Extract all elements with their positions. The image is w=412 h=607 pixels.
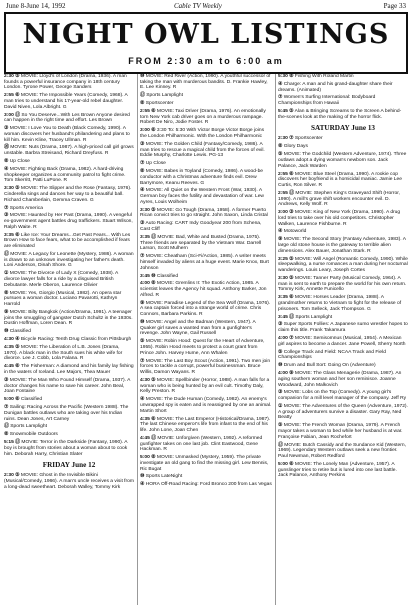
channel-number-icon: ⑨ — [140, 300, 145, 306]
listing-text: Sportscenter — [145, 101, 174, 107]
listing-text: Motoworld — [283, 229, 307, 235]
listing-entry — [278, 109, 408, 120]
channel-number-icon: ⑥ — [15, 397, 20, 403]
listing-text: Alan & Bringing Screams to the Screen A behind-the-scenes look at the making of the horror flick. — [278, 109, 402, 120]
channel-number-icon: ④ — [140, 188, 145, 194]
listing-text: Charge: A man and his grand-daughter share their dreams. (Animated) — [278, 81, 393, 93]
listing-time: 3:45 — [140, 273, 152, 279]
listings-banner — [4, 12, 408, 74]
channel-number-icon: ① — [278, 403, 283, 409]
listing-time: 2:30 — [4, 473, 16, 479]
channel-number-icon: ⑥ — [289, 461, 294, 467]
channel-number-icon: ⑥ — [151, 416, 156, 422]
listing-text: HORA Off-Road Racing: Ford Bronco 200 from Las Vegas — [145, 482, 272, 488]
listing-time: 4:35 — [140, 416, 152, 422]
listing-time: 5:00 — [4, 397, 16, 403]
listing-text: MOVIE: Robin Hood: Quest for the Heart of Adventure, 1955). Robin Hood meets to protect a court grant from Prince John. Harvey Hume, Ann Whalen — [140, 339, 265, 356]
channel-number-icon: ③ — [289, 210, 294, 216]
channel-number-icon: ⑩ — [140, 320, 145, 326]
channel-number-icon: ④ — [140, 482, 145, 488]
channel-number-icon: ⑤ — [151, 207, 156, 213]
channel-number-icon: ⑧ — [278, 144, 283, 150]
listing-text: Sports America — [9, 205, 43, 211]
listing-entry — [140, 188, 272, 205]
listing-text: MOVIE: The Dude Human (Comedy, 1982). An enemy's unwrapped spy is eaten and is reassigned by one an animal. Martin Short — [140, 397, 272, 414]
channel-number-icon: ⑦ — [4, 405, 9, 411]
channel-number-icon: ⑦ — [289, 336, 294, 342]
listing-text: MOVIE: The Divorce of Lady X (Comedy, 1938). A divorce lawyer falls for a ride by a disguised British Debutante. Merle Oberon, Laurence Olivier — [4, 271, 119, 288]
listing-entry — [140, 74, 272, 91]
listing-text: Classified — [156, 273, 179, 279]
listing-entry — [278, 136, 408, 142]
listing-entry — [4, 473, 134, 490]
listing-text: MOVIE: Cheatham (Sci-Fi/Action, 1985). A writer meets himself invaded by aliens at a huge event. Marie Knox, Burt Johnson — [140, 254, 269, 271]
listing-entry — [4, 329, 134, 335]
channel-number-icon: ③ — [4, 377, 9, 383]
channel-number-icon: ⑫ — [151, 234, 157, 240]
listing-text: MOVIE: Bad, White and Busted (Drama, 1975). Three friends are separated by the Vietnam War. Darrell Larson, Scott Mulhern — [140, 234, 262, 252]
listing-time: 5:00 — [140, 455, 152, 461]
listing-time: 2:30 — [4, 74, 16, 79]
channel-number-icon: ⑫ — [4, 252, 9, 258]
listing-text: MOVIE: Will Angel (Romantic Comedy, 1990). While sleepwalking, a nurse romances a man during her nocturnal wanderings. Louis Leary, Joseph Cortes — [278, 256, 408, 274]
channel-number-icon: ⑩ — [140, 474, 145, 480]
listing-entry — [278, 423, 408, 440]
channel-number-icon: ⑩ — [4, 329, 9, 335]
channel-number-icon: ⑥ — [151, 128, 156, 134]
channel-number-icon: ④ — [278, 81, 283, 87]
listing-text: MOVIE: Butch Cassidy and the Sundance Kid (Western, 1969). Legendary Western outlaws seek a new frontier. Paul Newman, Robert Redford — [278, 442, 406, 459]
channel-number-icon: ⑫ — [278, 442, 283, 448]
channel-number-icon: ⑤ — [15, 473, 20, 479]
listing-entry — [4, 206, 134, 212]
listing-text: Women's Surfing International: Bodyboard Championships from Hawaii — [278, 95, 376, 107]
listing-column-2 — [140, 74, 272, 605]
listing-text: Sports LateNight — [145, 474, 183, 480]
channel-number-icon: ⑦ — [140, 358, 145, 364]
channel-number-icon: ⑧ — [4, 290, 9, 296]
issue-date: June 8-June 14, 1992 — [6, 2, 66, 10]
listing-text: MOVIE: Tanner Party (Musical Comedy, 1964). A man is sent to earth to prepare the world for his own return. Tommy Kirk, Annette Funicello — [278, 275, 407, 293]
channel-number-icon: ⑦ — [4, 205, 9, 211]
listing-text: MOVIE: The Adventures of the Queen (Adventure, 1972). A group of adventurers survive a disaster. Gary Ray, Ned Beatty — [278, 403, 408, 421]
listing-time: 3:45 — [278, 314, 290, 320]
listing-entry — [140, 274, 272, 280]
listing-text: MOVIE: The Lonely Man (Adventure, 1957). A gunslinger tries to retire but is lured into one last battle. Jack Palance, Anthony Perkins — [278, 461, 397, 479]
listing-entry — [140, 254, 272, 271]
listing-entry — [4, 74, 134, 91]
listing-time: 5:45 — [278, 109, 290, 115]
channel-number-icon: ⑤ — [278, 152, 283, 158]
listing-entry — [140, 301, 272, 318]
banner-subtitle: FROM 2:30 am to 6:00 am — [128, 56, 284, 66]
listing-entry — [4, 405, 134, 422]
listing-entry — [278, 152, 408, 169]
listing-entry — [4, 271, 134, 288]
listing-text: MOVIE: Blue Steel (Drama, 1990). A rookie cop discovers her boyfriend is a homicidal maniac. Jamie Lee Curtis, Ron Silver. R — [278, 171, 402, 188]
listing-entry — [140, 482, 272, 488]
listing-columns — [4, 74, 408, 605]
listing-text: MOVIE: The Impossible Years (Comedy, 1968). A man tries to understand his 17-year-old rebel daughter. David Niven, Lola Albright. G — [4, 93, 128, 110]
listing-entry — [140, 235, 272, 252]
listing-text: Auto Racing: CART Indy Goodyear 200 from Schena, Cast Cliff — [140, 221, 262, 233]
listing-text: MOVIE: Unforgiven (Western, 1992). A reformed gunfighter takes on one last job. Clint Eastwood, Gene Hackman. R — [140, 435, 263, 453]
listing-text: MOVIE: All Quiet on the Western Front (War, 1930). A German boy faces the futility and devastation of war. Lew Ayres, Louis Wolheim — [140, 188, 264, 205]
listing-text: The Fisherman: A diamond and his family lay fishing in the waters of Iceland. Lee Majors, Thea Mauer — [4, 364, 134, 376]
channel-number-icon: ⑤ — [15, 74, 20, 79]
listing-text: Drum and Bull Sort: Going On (Adventure) — [283, 363, 376, 369]
channel-number-icon: ⑥ — [289, 295, 294, 301]
listing-text: MOVIE: The Slipper and the Rose (Fantasy, 1976). Cinderella sings and dances her way to a beautiful ball. Richard Chamberlain, Gemma Craven. G — [4, 186, 132, 203]
listing-text: MOVIE: Haunted by Her Past (Drama, 1990). A vengeful ex-government agent battles drug traffickers. Stuart Wilson, Ralph Waite. R — [4, 213, 133, 230]
channel-number-icon: ③ — [4, 126, 9, 132]
listing-entry — [278, 237, 408, 254]
listing-time: 4:00 — [278, 336, 290, 342]
listing-text: MOVIE: Horses Leader (Drama, 1988). A grandmother returns to Vietnam to fight for the release of prisoners. Tom Selleck, Jack Thompson. G — [278, 295, 402, 312]
channel-number-icon: ⑥ — [289, 171, 294, 177]
listing-time: 3:00 — [140, 128, 152, 134]
listing-entry — [278, 295, 408, 312]
channel-number-icon: ④ — [15, 337, 20, 343]
listing-text: MOVIE: A Legacy for Leonette (Mystery, 1986). A woman is drawn to an unknown investigating her father's death. Loni Anderson, Dinah Shore. G — [4, 252, 134, 269]
listing-entry — [4, 440, 134, 457]
listing-text: Like Ice: Your Dreams...Get Past Fears... With Les Brown How to face fears, what to be accomplished if fears are eliminated — [4, 232, 131, 250]
channel-number-icon: ⑧ — [4, 432, 9, 438]
listing-entry — [140, 161, 272, 167]
channel-number-icon: ③ — [4, 213, 9, 219]
listing-entry — [140, 101, 272, 107]
listing-text: MOVIE: King of New York (Drama, 1990). A drug lord tries to take over his old competitors. Christopher Walken, Laurence Fishburne. R — [278, 210, 401, 227]
listing-text: 3:30 To: 5:30 With Victor Borge Victor Borge joins the London Philharmonic. With the London Philharmonic — [140, 128, 265, 140]
channel-number-icon: ⑧ — [151, 455, 156, 461]
channel-number-icon: ⑧ — [4, 159, 9, 165]
listing-text: MOVIE: Spellbinder (Horror, 1988). A man falls for a woman who is being hunted by an evil cult. Timothy Daly, Kelly Preston. R — [140, 377, 270, 395]
channel-number-icon: ⑤ — [140, 339, 145, 345]
listing-text: Sports Lamplight — [10, 424, 47, 430]
listing-entry — [4, 186, 134, 203]
listing-text: MOVIE: The Glass Menagerie (Drama, 1987). An aging southern woman and her son reminisce. Joanne Woodward, John Malkovich — [278, 371, 402, 388]
page-number: Page 33 — [383, 2, 406, 10]
publication-name: Cable TV Weekly — [174, 2, 222, 10]
channel-number-icon: ⑤ — [289, 256, 294, 262]
channel-number-icon: ⑧ — [140, 101, 145, 107]
listing-time: 5:30 — [278, 74, 290, 79]
listing-text: MOVIE: Lloyd's of London (Drama, 1936). A man founds a powerful insurance company in 18th century London. Tyrone Power, George Sanders — [4, 74, 127, 91]
listing-text: MOVIE: The French Woman (Drama, 1979). A French mayor takes a woman to bed while her husband is at war. Françoise Fabian, Jean Rochefort — [278, 423, 403, 440]
channel-number-icon: ③ — [278, 322, 283, 328]
listing-text: MOVIE: Ghost in the Invisible Bikini (Musical/Comedy, 1966). A man's uncle receives a visit from a long-dead sweetheart. Deborah Walley, Tommy Kirk — [4, 473, 134, 490]
listing-time: 4:00 — [278, 371, 290, 377]
channel-number-icon: ⑫ — [15, 112, 21, 118]
channel-number-icon: ④ — [4, 166, 9, 172]
listing-text: MOVIE: Unmasked (Mystery, 1959). The private investigate an old gang to find the missing girl. Lew Bennis, Ric Bugat — [140, 455, 269, 472]
channel-number-icon: ④ — [140, 397, 145, 403]
channel-number-icon: ⑧ — [151, 281, 156, 287]
listing-entry — [140, 109, 272, 126]
column-divider — [275, 74, 276, 605]
channel-number-icon: ⑦ — [140, 161, 145, 167]
listing-time: 3:30 — [278, 275, 290, 281]
listing-entry — [278, 229, 408, 235]
channel-number-icon: ⑥ — [151, 109, 156, 115]
channel-number-icon: ⑤ — [15, 186, 20, 192]
listing-time: 5:00 — [278, 461, 290, 467]
channel-number-icon: ⑥ — [15, 232, 20, 238]
listing-time: 3:35 — [278, 295, 290, 301]
banner-title: NIGHT OWL LISTINGS — [22, 19, 390, 50]
listing-entry — [140, 339, 272, 356]
listing-text: MOVIE: The Man Who Found Himself (Drama, 1937). A doctor changes his name to save his career. John Beal, Joan Fontaine — [4, 377, 131, 395]
listing-text: MOVIE: Stephen King's Graveyard Shift (Horror, 1990). A mill's grave shift workers encounter evil. D. Andrews, Kelly Wolf. R — [278, 190, 400, 208]
listing-entry — [4, 397, 134, 403]
channel-number-icon: ⑫ — [4, 424, 9, 430]
listing-text: MOVIE: Red River (Action, 1990). A youthful successor of taking the man with murderous bandits. D. Frankie Hawley, E. Lee Kinney. R — [140, 74, 271, 91]
listing-text: Up Close — [9, 159, 30, 165]
listing-entry — [278, 363, 408, 369]
listing-time: 3:00 — [278, 210, 290, 216]
listing-time: 4:30 — [4, 337, 16, 343]
listing-entry — [278, 82, 408, 93]
listing-entry — [278, 191, 408, 208]
listing-text: MOVIE: The Last Emperor (Historical/Drama, 1987). The last Chinese emperor's life from infant to the end of his life. John Lone, Joan Chen — [140, 416, 271, 433]
listing-entry — [4, 126, 134, 143]
channel-number-icon: ① — [4, 271, 9, 277]
listing-entry — [4, 310, 134, 327]
channel-number-icon: ⑤ — [278, 349, 283, 355]
listing-text: MOVIE: Bilty Bangkok (Action/Drama, 1991). A teenager joins the smuggling of gangster Dutch Schultz in the 1930s. Dustin Hoffman, Loren Dean. R — [4, 309, 133, 327]
listing-entry — [278, 322, 408, 333]
channel-number-icon: ③ — [140, 141, 145, 147]
channel-number-icon: ⑫ — [140, 93, 145, 99]
listing-entry — [4, 252, 134, 269]
listing-entry — [140, 281, 272, 298]
channel-number-icon: ③ — [140, 221, 145, 227]
listing-entry — [4, 233, 134, 250]
listing-entry — [278, 390, 408, 401]
listing-text: MOVIE: The Golden Child (Fantasy/Comedy, 1986). A man tries to rescue a magical child from the forces of evil. Eddie Murphy, Charlotte Lewis. PG-13 — [140, 141, 265, 159]
listing-entry — [278, 462, 408, 479]
listing-text: Fishing With Roland Martin — [294, 74, 354, 79]
listing-text: Sailing: Racing Across the Pacific (Western 1988). The Dunigan battles outlaws who are taking over his Indian ruins. Dean Jones, Art Carney — [4, 405, 129, 422]
listing-column-1 — [4, 74, 134, 605]
listing-entry — [278, 336, 408, 347]
listing-entry — [4, 93, 134, 110]
listing-time: 4:45 — [4, 364, 16, 370]
listing-time: 2:55 — [4, 93, 16, 99]
channel-number-icon: ⑤ — [289, 275, 294, 281]
listing-entry — [278, 315, 408, 321]
channel-number-icon: ⑫ — [289, 314, 295, 320]
listing-text: Classified — [9, 329, 31, 335]
channel-number-icon: ⑫ — [289, 190, 295, 196]
listing-entry — [4, 159, 134, 165]
listing-text: MOVIE: Semisomnus (Musical, 1954). A Mexican girl aspires to become a dancer. Jane Powell, Sherry North — [278, 336, 406, 347]
listing-time: 4:35 — [4, 345, 16, 351]
channel-number-icon: ⑤ — [15, 345, 20, 351]
channel-number-icon: ⑦ — [278, 95, 283, 101]
listing-text: MOVIE: Fighting Back (Drama, 1982). A hard-driving shopkeeper organizes a community patrol to fight crime. Tom Skerritt, Patti LuPone. R — [4, 166, 126, 184]
channel-number-icon: ⑳ — [4, 145, 9, 151]
listing-entry — [140, 378, 272, 395]
channel-number-icon: ⑩ — [151, 273, 156, 279]
listing-text: Super Sports Follies: A Japanese sumo wrestler hopes to claim this title. Frank Takamura — [278, 322, 408, 334]
day-section-heading: SATURDAY June 13 — [310, 124, 376, 133]
listing-text: MOVIE: I Love You to Death (Black Comedy, 1990). A woman discovers her husband's philandering and plans to kill him. Kevin Kline, Tracey Ullman. R — [4, 126, 130, 143]
listing-entry — [140, 221, 272, 232]
channel-number-icon: ⑫ — [15, 440, 21, 446]
listing-time: 4:30 — [140, 377, 152, 383]
listing-entry — [4, 213, 134, 230]
listing-entry — [278, 257, 408, 274]
listing-entry — [4, 432, 134, 438]
listing-entry — [4, 424, 134, 430]
listing-text: College Track and Field: NCAA Track and Field Championships — [278, 349, 386, 361]
listing-entry — [140, 208, 272, 219]
listing-text: Bicycle Racing: Tenth Drug Classic from Pittsburgh — [20, 337, 132, 343]
listing-entry — [140, 417, 272, 434]
channel-number-icon: ⑤ — [151, 377, 156, 383]
listing-text: Sports Lamplight — [146, 93, 183, 99]
listing-entry — [140, 359, 272, 376]
listing-entry — [4, 345, 134, 362]
listing-text: MOVIE: The Liberation of L.B. Jones (Drama, 1970). A black man in the South sues his white wife for divorce. Lee J. Cobb, Lola Falana. R — [4, 345, 123, 362]
listing-text: MOVIE: Nuts (Drama, 1987). A high-priced call girl grows unstable. Barbra Streisand, Richard Dreyfuss. R — [4, 145, 134, 157]
listing-time: 3:25 — [278, 256, 290, 262]
channel-number-icon: ⑥ — [15, 364, 20, 370]
channel-number-icon: ⑩ — [140, 74, 145, 79]
listing-text: Snowmobile Outdoors — [9, 432, 58, 438]
listing-text: So You Deserve...With Les Brown Anyone desired can happen in the right time and effort. Les Brown — [4, 112, 130, 124]
listing-entry — [4, 378, 134, 395]
listing-text: MOVIE: The Godchild (Western Adventure, 1974). Three outlaws adopt a dying woman's newborn son. Jack Palance, Jack Warden — [278, 152, 407, 169]
listing-time: 3:35 — [140, 234, 152, 240]
listing-entry — [4, 291, 134, 308]
listing-time: 2:55 — [278, 171, 290, 177]
listing-entry — [278, 144, 408, 150]
listing-time: 3:00 — [4, 112, 16, 118]
listing-text: Glory Days — [283, 144, 308, 150]
listing-text: MOVIE: Lobs on the Top (Comedy). A young girl's companion for a mill level manager of the company. Jeff Ry — [278, 390, 407, 402]
channel-number-icon: ⑩ — [278, 363, 283, 369]
listing-time: 4:00 — [140, 281, 152, 287]
channel-number-icon: ⑨ — [278, 237, 283, 243]
listing-time: 5:15 — [4, 440, 16, 446]
channel-number-icon: ⑧ — [140, 169, 145, 175]
channel-number-icon: ⑨ — [4, 309, 9, 315]
listing-time: 2:55 — [140, 109, 152, 115]
listing-text: MOVIE: The Last Boy Scout (Action, 1991). Two men join forces to tackle a corrupt, powerful businessman. Bruce Willis, Damon Wayans. R — [140, 358, 271, 376]
listing-text: MOVIE: Terror in the Darkside (Fantasy, 1990). A boy is brought from stories about a woman about to cook him. Deborah Harry, Christian Slater — [4, 440, 128, 457]
listing-entry — [140, 128, 272, 139]
listing-text: MOVIE: Angel and the Badman (Western, 1947). A Quaker girl saves a wanted man from a gunfighter's revenge. John Wayne, Gail Russell — [140, 320, 256, 337]
listing-entry — [4, 167, 134, 184]
listing-column-3 — [278, 74, 408, 605]
listing-text: Sportscenter — [294, 136, 323, 142]
channel-number-icon: ⑦ — [140, 254, 145, 260]
listing-time: 2:30 — [278, 136, 290, 142]
channel-number-icon: ⑦ — [289, 136, 294, 142]
listing-text: Up Close — [145, 161, 166, 167]
listing-text: MOVIE: Gremlins II: The Exotic Action, 1985. A scientist leaves the Agency hit squad. Anthony Barker, Jon Alfred. R — [140, 281, 267, 298]
listing-entry — [278, 371, 408, 388]
listing-entry — [278, 276, 408, 293]
listing-text: MOVIE: Yes, Giorgio (Musical, 1982). An opera star pursues a woman doctor. Luciano Pavarotti, Kathryn Harrold — [4, 290, 122, 308]
listing-text: MOVIE: Go Tough (Drama, 1958). A former Puerto Rican convict tries to go straight. John Saxon, Linda Cristal — [140, 207, 268, 219]
listing-time: 2:55 — [278, 190, 290, 196]
channel-number-icon: ③ — [278, 390, 283, 396]
listing-time: 3:30 — [4, 186, 16, 192]
listing-text: MOVIE: Babes in Toyland (Comedy, 1986). A wood-be conductor with a Christmas adventure finds evil. Drew Barrymore, Keanu Reeves. G — [140, 169, 264, 186]
channel-number-icon: ⑨ — [289, 371, 294, 377]
listing-entry — [278, 95, 408, 106]
listing-entry — [278, 443, 408, 460]
listing-entry — [278, 350, 408, 361]
channel-number-icon: ⑧ — [289, 74, 294, 79]
listing-entry — [140, 320, 272, 337]
listing-entry — [4, 113, 134, 124]
listing-text: MOVIE: The Second Story (Fantasy Adventure, 1983). A large old stone house is the gateway to terrible alien dimensions. Alex Bauer, Jonathan Stark. R — [278, 237, 406, 254]
listing-text: MOVIE: Taxi Driver (Drama, 1976). An emotionally torn New York cab driver goes on a murderous rampage. Robert De Niro, Jodie Foster. R — [140, 109, 266, 126]
listing-entry — [140, 436, 272, 453]
listing-entry — [140, 169, 272, 186]
listing-time: 3:30 — [140, 207, 152, 213]
listing-entry — [278, 210, 408, 227]
listing-entry — [278, 404, 408, 421]
listing-entry — [278, 172, 408, 189]
listing-entry — [140, 93, 272, 99]
listing-entry — [140, 474, 272, 480]
listing-text: Sports Lamplight — [295, 314, 333, 320]
page-header — [4, 2, 408, 12]
day-section-heading: FRIDAY June 12 — [42, 461, 96, 470]
column-divider — [137, 74, 138, 605]
listing-time: 4:45 — [140, 435, 152, 441]
listing-entry — [4, 145, 134, 156]
listing-entry — [278, 74, 408, 80]
channel-number-icon: ⑤ — [278, 423, 283, 429]
channel-number-icon: ⑫ — [151, 435, 157, 441]
listing-text: Classified — [20, 397, 43, 403]
channel-number-icon: ⑤ — [289, 109, 294, 115]
channel-number-icon: ④ — [278, 229, 283, 235]
listing-entry — [4, 364, 134, 375]
listing-text: MOVIE: Paradise Legend of the Sea Wolf (Drama, 1976). A sea captain forced into a strange world of crime. Chris Connors, Barbara Parkins. R — [140, 300, 271, 318]
listing-entry — [140, 142, 272, 159]
listing-entry — [140, 455, 272, 472]
listing-time: 3:35 — [4, 232, 16, 238]
listing-entry — [4, 337, 134, 343]
channel-number-icon: ⑥ — [15, 93, 20, 99]
listing-entry — [140, 397, 272, 414]
